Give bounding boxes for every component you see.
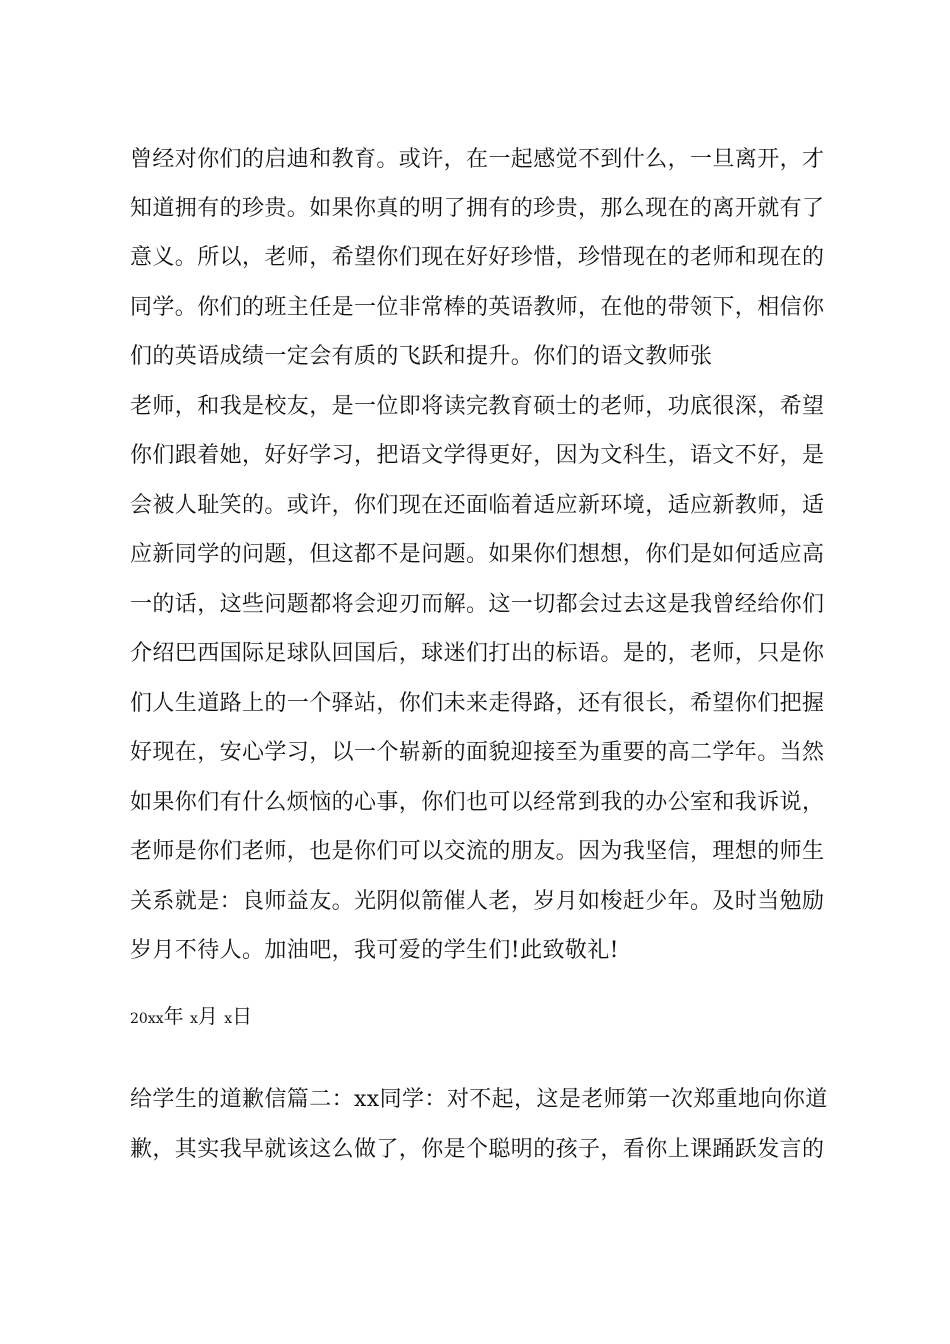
text-line: 同学。你们的班主任是一位非常棒的英语教师，在他的带领下，相信你	[130, 295, 825, 320]
text-line: 老师是你们老师，也是你们可以交流的朋友。因为我坚信，理想的师生	[130, 839, 825, 864]
text-line: 应新同学的问题，但这都不是问题。如果你们想想，你们是如何适应高	[130, 542, 825, 567]
text-line: 介绍巴西国际足球队回国后，球迷们打出的标语。是的，老师，只是你	[130, 641, 825, 666]
text-line: 给学生的道歉信篇二：xx同学：对不起，这是老师第一次郑重地向你道	[130, 1087, 828, 1112]
date-month: x	[189, 1011, 198, 1027]
text-line: 意义。所以，老师，希望你们现在好好珍惜，珍惜现在的老师和现在的	[130, 245, 825, 270]
date-month-char: 月	[197, 1004, 218, 1028]
text-line: 歉，其实我早就该这么做了，你是个聪明的孩子，看你上课踊跃发言的	[130, 1137, 825, 1162]
text-line: 关系就是：良师益友。光阴似箭催人老，岁月如梭赶少年。及时当勉励	[130, 889, 825, 914]
text-line: 知道拥有的珍贵。如果你真的明了拥有的珍贵，那么现在的离开就有了	[130, 196, 825, 221]
text-line: 如果你们有什么烦恼的心事，你们也可以经常到我的办公室和我诉说，	[130, 790, 825, 815]
date-day: x	[224, 1011, 233, 1027]
text-line: 好现在，安心学习，以一个崭新的面貌迎接至为重要的高二学年。当然	[130, 740, 825, 765]
text-line: 们的英语成绩一定会有质的飞跃和提升。你们的语文教师张	[130, 344, 713, 369]
date-year: 20xx	[130, 1011, 164, 1027]
text-line: 们人生道路上的一个驿站，你们未来走得路，还有很长，希望你们把握	[130, 691, 825, 716]
date-year-char: 年	[163, 1004, 184, 1028]
date-day-char: 日	[232, 1004, 253, 1028]
text-line: 你们跟着她，好好学习，把语文学得更好，因为文科生，语文不好，是	[130, 443, 825, 468]
text-line: 会被人耻笑的。或许，你们现在还面临着适应新环境，适应新教师，适	[130, 493, 825, 518]
text-line: 一的话，这些问题都将会迎刃而解。这一切都会过去这是我曾经给你们	[130, 592, 825, 617]
text-line: 曾经对你们的启迪和教育。或许，在一起感觉不到什么，一旦离开，才	[130, 147, 825, 172]
text-line: 老师，和我是校友，是一位即将读完教育硕士的老师，功底很深，希望	[130, 394, 825, 419]
text-line: 岁月不待人。加油吧，我可爱的学生们!此致敬礼!	[130, 938, 619, 963]
letter-date	[130, 1002, 252, 1033]
